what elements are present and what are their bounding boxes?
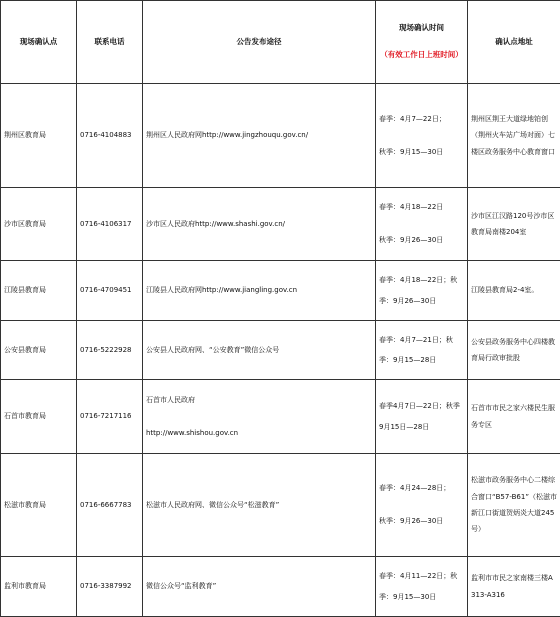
phone-cell: 0716-7217116	[77, 380, 143, 454]
site-cell: 监利市教育局	[1, 557, 77, 617]
site-cell: 荆州区教育局	[1, 84, 77, 188]
phone-cell: 0716-3387992	[77, 557, 143, 617]
header-time	[376, 1, 468, 84]
channel-cell: 沙市区人民政府http://www.shashi.gov.cn/	[143, 188, 376, 261]
time-cell: 春季4月7日—22日；秋季9月15日—28日	[376, 380, 468, 454]
channel-link[interactable]: http://www.shishou.gov.cn	[146, 428, 239, 437]
phone-cell: 0716-4106317	[77, 188, 143, 261]
time-cell	[376, 188, 468, 261]
address-cell: 江陵县教育局2-4室。	[468, 261, 560, 321]
phone-cell: 0716-6667783	[77, 454, 143, 557]
table-row	[1, 454, 560, 557]
site-cell: 沙市区教育局	[1, 188, 77, 261]
channel-line-1: 石首市人民政府	[146, 395, 195, 404]
phone-cell: 0716-4104883	[77, 84, 143, 188]
time-autumn: 秋季：9月26—30日	[379, 517, 444, 525]
channel-cell	[143, 380, 376, 454]
time-autumn: 秋季：9月15—30日	[379, 147, 444, 156]
time-cell: 春季：4月18—22日；秋季：9月26—30日	[376, 261, 468, 321]
address-cell: 荆州区荆王大道绿地铂创（荆州火车站广场对面）七楼区政务服务中心教育窗口	[468, 84, 560, 188]
address-cell: 监利市市民之家南楼三楼A313-A316	[468, 557, 560, 617]
header-time-note: （有效工作日上班时间）	[380, 49, 463, 59]
phone-cell: 0716-4709451	[77, 261, 143, 321]
header-address: 确认点地址	[468, 1, 560, 84]
phone-cell: 0716-5222928	[77, 321, 143, 380]
time-cell	[376, 84, 468, 188]
channel-cell: 松滋市人民政府网、微信公众号“松滋教育”	[143, 454, 376, 557]
site-cell: 松滋市教育局	[1, 454, 77, 557]
channel-cell: 公安县人民政府网、“公安教育”微信公众号	[143, 321, 376, 380]
time-spring: 春季：4月24—28日；	[379, 484, 451, 493]
header-row	[1, 1, 560, 84]
address-cell: 石首市市民之家六楼民生服务专区	[468, 380, 560, 454]
address-cell: 沙市区江汉路120号沙市区教育局南楼204室	[468, 188, 560, 261]
header-phone: 联系电话	[77, 1, 143, 84]
header-channel: 公告发布途径	[143, 1, 376, 84]
channel-cell: 江陵县人民政府网http://www.jiangling.gov.cn	[143, 261, 376, 321]
time-cell: 春季：4月11—22日；秋季：9月15—30日	[376, 557, 468, 617]
table-row	[1, 261, 560, 321]
table-row	[1, 380, 560, 454]
time-autumn: 秋季：9月26—30日	[379, 236, 444, 244]
table-row	[1, 321, 560, 380]
time-spring: 春季：4月18—22日	[379, 203, 444, 212]
site-cell: 公安县教育局	[1, 321, 77, 380]
channel-cell: 荆州区人民政府网http://www.jingzhouqu.gov.cn/	[143, 84, 376, 188]
time-spring: 春季：4月7—22日；	[379, 114, 446, 123]
table-row	[1, 84, 560, 188]
time-cell	[376, 454, 468, 557]
header-time-title: 现场确认时间	[399, 23, 444, 33]
time-cell: 春季：4月7—21日；秋季：9月15—28日	[376, 321, 468, 380]
site-cell: 江陵县教育局	[1, 261, 77, 321]
table-row	[1, 557, 560, 617]
header-site: 现场确认点	[1, 1, 77, 84]
address-cell: 松滋市政务服务中心二楼综合窗口“B57-B61”（松滋市新江口街道贺炳炎大道245号）	[468, 454, 560, 557]
site-cell: 石首市教育局	[1, 380, 77, 454]
channel-cell: 微信公众号“监利教育”	[143, 557, 376, 617]
table-row	[1, 188, 560, 261]
address-cell: 公安县政务服务中心四楼教育局行政审批股	[468, 321, 560, 380]
